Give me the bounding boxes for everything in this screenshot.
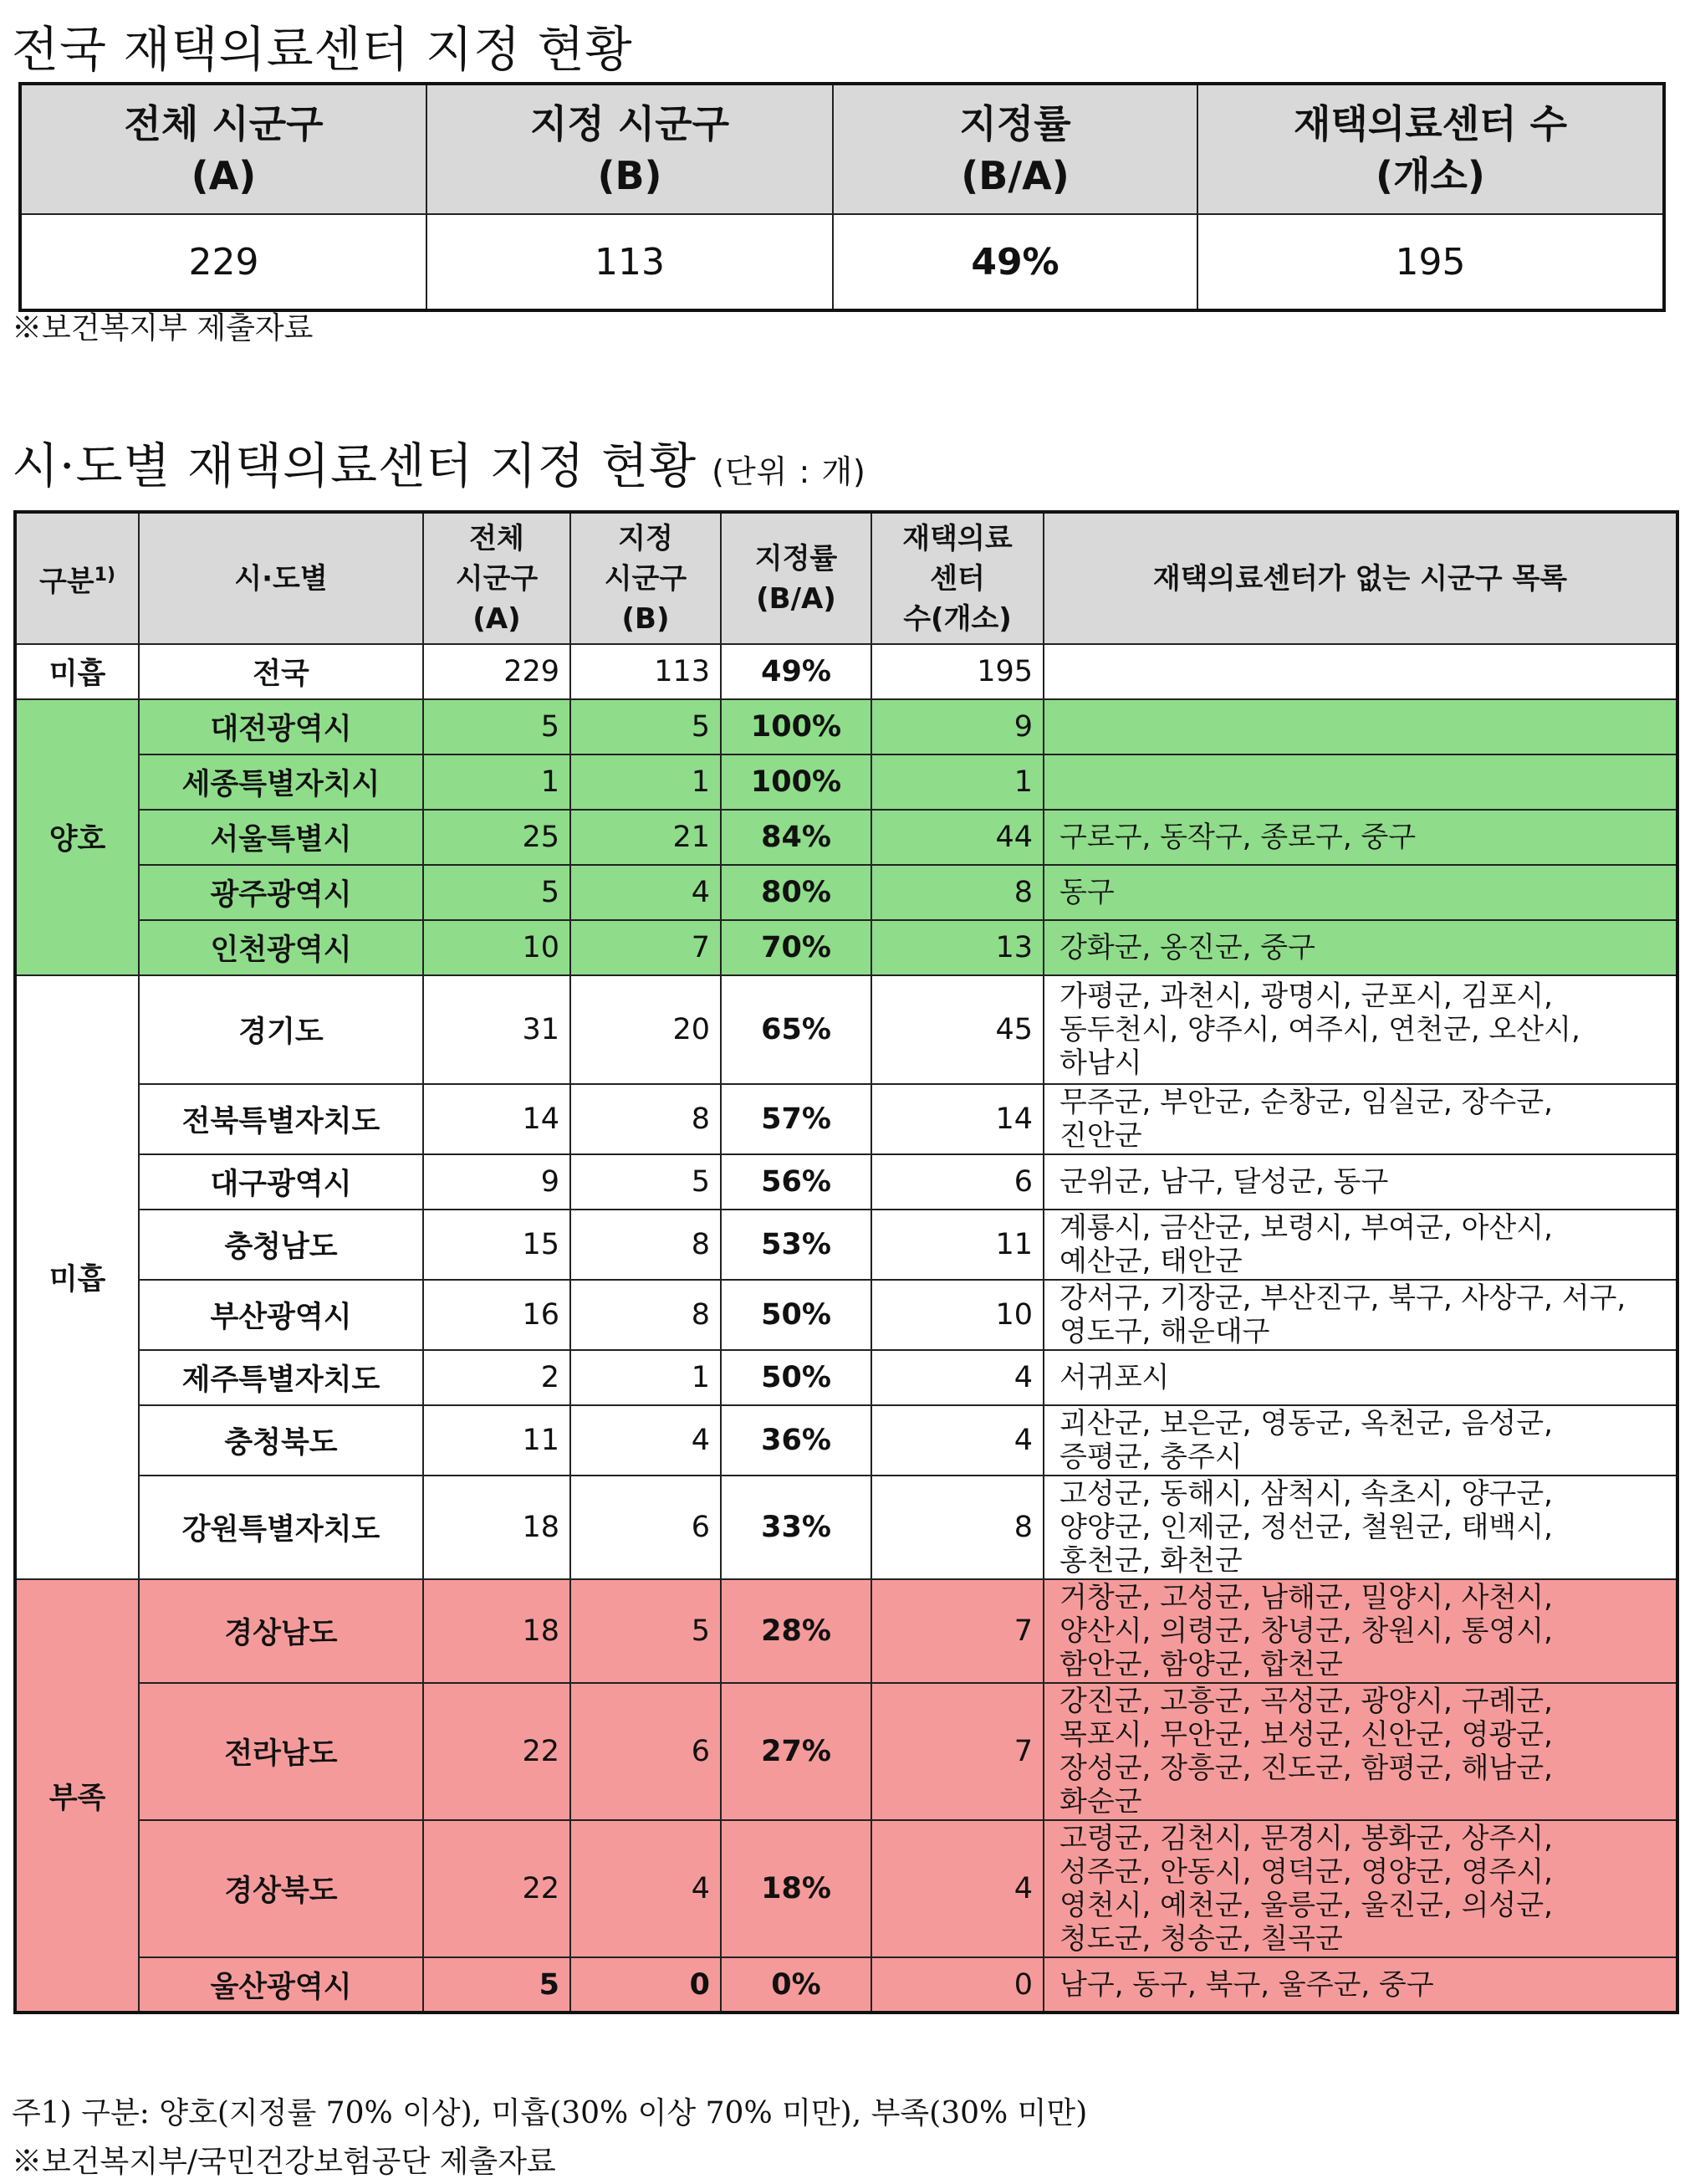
missing-list-line: 남구, 동구, 북구, 울주군, 중구 [1059, 1967, 1434, 2002]
designated-cell: 0 [570, 1957, 721, 2013]
missing-list-line: 하남시 [1059, 1046, 1142, 1080]
rate-cell: 53% [721, 1210, 871, 1280]
missing-list-cell [1044, 1579, 1677, 1683]
missing-list-line: 고성군, 동해시, 삼척시, 속초시, 양구군, [1059, 1477, 1553, 1511]
designated-cell: 8 [570, 1280, 721, 1350]
designated-cell: 7 [570, 920, 721, 975]
rate-cell: 33% [721, 1476, 871, 1579]
centers-cell: 4 [871, 1350, 1044, 1405]
total-cell: 18 [423, 1579, 570, 1683]
table-row [15, 1154, 1677, 1210]
table-row [15, 1084, 1677, 1154]
centers-cell: 9 [871, 699, 1044, 754]
missing-list-line: 양산시, 의령군, 창녕군, 창원시, 통영시, [1059, 1614, 1553, 1648]
missing-list-cell [1044, 1683, 1677, 1820]
table-row [15, 1476, 1677, 1579]
region-cell: 서울특별시 [139, 810, 423, 865]
missing-list-line: 계룡시, 금산군, 보령시, 부여군, 아산시, [1059, 1211, 1553, 1245]
region-cell: 제주특별자치도 [139, 1350, 423, 1405]
centers-cell: 4 [871, 1820, 1044, 1957]
summary-rate-value: 49% [833, 214, 1197, 310]
missing-list-cell [1044, 810, 1677, 865]
header-region: 시·도별 [139, 512, 423, 644]
missing-list-line: 서귀포시 [1059, 1361, 1170, 1394]
missing-list-line: 강화군, 옹진군, 중구 [1059, 931, 1315, 964]
region-cell: 전북특별자치도 [139, 1084, 423, 1154]
centers-cell: 13 [871, 920, 1044, 975]
designated-cell: 4 [570, 1405, 721, 1476]
designated-cell: 8 [570, 1084, 721, 1154]
region-cell: 울산광역시 [139, 1957, 423, 2013]
designated-cell: 21 [570, 810, 721, 865]
missing-list-cell [1044, 1210, 1677, 1280]
category-cell: 미흡 [15, 975, 139, 1579]
rate-cell: 70% [721, 920, 871, 975]
designated-cell: 1 [570, 1350, 721, 1405]
missing-list-cell [1044, 975, 1677, 1084]
rate-cell: 56% [721, 1154, 871, 1210]
detail-table [13, 510, 1679, 2014]
missing-list-line: 장성군, 장흥군, 진도군, 함평군, 해남군, [1059, 1752, 1553, 1785]
missing-list-line: 거창군, 고성군, 남해군, 밀양시, 사천시, [1059, 1581, 1553, 1614]
region-cell: 강원특별자치도 [139, 1476, 423, 1579]
table-row [15, 1350, 1677, 1405]
summary-source: ※보건복지부 제출자료 [12, 311, 314, 345]
centers-cell: 7 [871, 1579, 1044, 1683]
missing-list-cell [1044, 1154, 1677, 1210]
table-row [15, 754, 1677, 810]
category-cell: 부족 [15, 1579, 139, 2013]
missing-list-cell [1044, 1350, 1677, 1405]
rate-cell: 100% [721, 754, 871, 810]
rate-cell: 50% [721, 1350, 871, 1405]
summary-value-row [20, 214, 1664, 310]
region-cell: 경상북도 [139, 1820, 423, 1957]
centers-cell: 1 [871, 754, 1044, 810]
table-row [15, 1820, 1677, 1957]
centers-cell: 8 [871, 865, 1044, 920]
rate-cell: 80% [721, 865, 871, 920]
total-cell: 5 [423, 865, 570, 920]
header-centers: 재택의료 센터 수(개소) [871, 512, 1044, 644]
designated-cell: 4 [570, 1820, 721, 1957]
detail-header-row [15, 512, 1677, 644]
rate-cell: 36% [721, 1405, 871, 1476]
designated-cell: 20 [570, 975, 721, 1084]
missing-list-line: 고령군, 김천시, 문경시, 봉화군, 상주시, [1059, 1822, 1553, 1855]
header-missing: 재택의료센터가 없는 시군구 목록 [1044, 512, 1677, 644]
rate-cell: 84% [721, 810, 871, 865]
table-row [15, 865, 1677, 920]
missing-list-line: 예산군, 태안군 [1059, 1245, 1243, 1278]
missing-list-line: 영천시, 예천군, 울릉군, 울진군, 의성군, [1059, 1889, 1553, 1922]
centers-cell: 6 [871, 1154, 1044, 1210]
national-designated: 113 [570, 644, 721, 699]
footnote: 주1) 구분: 양호(지정률 70% 이상), 미흡(30% 이상 70% 미만), 부족(30% 미만) [12, 2096, 1088, 2130]
missing-list-line: 진안군 [1059, 1119, 1142, 1153]
total-cell: 22 [423, 1820, 570, 1957]
rate-cell: 100% [721, 699, 871, 754]
summary-header-designated: 지정 시군구 (B) [426, 84, 833, 214]
rate-cell: 50% [721, 1280, 871, 1350]
missing-list-cell [1044, 865, 1677, 920]
table-row [15, 920, 1677, 975]
missing-list-cell [1044, 1084, 1677, 1154]
national-total: 229 [423, 644, 570, 699]
designated-cell: 6 [570, 1476, 721, 1579]
table-row [15, 1210, 1677, 1280]
missing-list-line: 성주군, 안동시, 영덕군, 영양군, 영주시, [1059, 1855, 1553, 1889]
missing-list-cell [1044, 1820, 1677, 1957]
header-designated: 지정 시군구 (B) [570, 512, 721, 644]
total-cell: 9 [423, 1154, 570, 1210]
rate-cell: 18% [721, 1820, 871, 1957]
table-row [15, 810, 1677, 865]
missing-list-line: 강서구, 기장군, 부산진구, 북구, 사상구, 서구, [1059, 1281, 1626, 1315]
region-cell: 인천광역시 [139, 920, 423, 975]
summary-header-rate: 지정률 (B/A) [833, 84, 1197, 214]
table-row [15, 1683, 1677, 1820]
table-row [15, 1579, 1677, 1683]
total-cell: 25 [423, 810, 570, 865]
missing-list-line: 구로구, 동작구, 종로구, 중구 [1059, 821, 1417, 854]
missing-list-line: 강진군, 고흥군, 곡성군, 광양시, 구례군, [1059, 1685, 1553, 1718]
designated-cell: 6 [570, 1683, 721, 1820]
region-cell: 경상남도 [139, 1579, 423, 1683]
table-row [15, 975, 1677, 1084]
missing-list-line: 증평군, 충주시 [1059, 1440, 1243, 1474]
centers-cell: 0 [871, 1957, 1044, 2013]
summary-header-row [20, 84, 1664, 214]
designated-cell: 5 [570, 1154, 721, 1210]
region-cell: 대전광역시 [139, 699, 423, 754]
detail-title: 시·도별 재택의료센터 지정 현황 (단위 : 개) [12, 437, 866, 494]
missing-list-line: 청도군, 청송군, 칠곡군 [1059, 1922, 1343, 1956]
missing-list-cell [1044, 920, 1677, 975]
missing-list-line: 무주군, 부안군, 순창군, 임실군, 장수군, [1059, 1086, 1553, 1119]
missing-list-cell [1044, 1405, 1677, 1476]
designated-cell: 8 [570, 1210, 721, 1280]
missing-list-line: 영도구, 해운대구 [1059, 1315, 1270, 1348]
header-category: 구분$^{1)}$ [15, 512, 139, 644]
total-cell: 5 [423, 1957, 570, 2013]
total-cell: 1 [423, 754, 570, 810]
centers-cell: 11 [871, 1210, 1044, 1280]
designated-cell: 4 [570, 865, 721, 920]
summary-total-value: 229 [20, 214, 426, 310]
total-cell: 10 [423, 920, 570, 975]
category-cell: 양호 [15, 699, 139, 975]
centers-cell: 4 [871, 1405, 1044, 1476]
rate-cell: 57% [721, 1084, 871, 1154]
header-total: 전체 시군구 (A) [423, 512, 570, 644]
missing-list-line: 양양군, 인제군, 정선군, 철원군, 태백시, [1059, 1511, 1553, 1544]
total-cell: 31 [423, 975, 570, 1084]
missing-list-cell [1044, 754, 1677, 810]
total-cell: 18 [423, 1476, 570, 1579]
centers-cell: 10 [871, 1280, 1044, 1350]
region-cell: 충청북도 [139, 1405, 423, 1476]
summary-designated-value: 113 [426, 214, 833, 310]
missing-list-cell [1044, 1280, 1677, 1350]
centers-cell: 7 [871, 1683, 1044, 1820]
national-row [15, 644, 1677, 699]
region-cell: 경기도 [139, 975, 423, 1084]
rate-cell: 27% [721, 1683, 871, 1820]
header-rate: 지정률 (B/A) [721, 512, 871, 644]
missing-list-cell [1044, 1476, 1677, 1579]
detail-source: ※보건복지부/국민건강보험공단 제출자료 [12, 2145, 556, 2179]
rate-cell: 28% [721, 1579, 871, 1683]
missing-list-line: 화순군 [1059, 1785, 1142, 1818]
region-cell: 광주광역시 [139, 865, 423, 920]
summary-title: 전국 재택의료센터 지정 현황 [12, 21, 633, 78]
region-cell: 부산광역시 [139, 1280, 423, 1350]
total-cell: 15 [423, 1210, 570, 1280]
missing-list-cell [1044, 699, 1677, 754]
total-cell: 16 [423, 1280, 570, 1350]
missing-list-line: 동두천시, 양주시, 여주시, 연천군, 오산시, [1059, 1013, 1580, 1046]
missing-list-cell [1044, 1957, 1677, 2013]
missing-list-line: 가평군, 과천시, 광명시, 군포시, 김포시, [1059, 979, 1553, 1013]
centers-cell: 14 [871, 1084, 1044, 1154]
missing-list-line: 홍천군, 화천군 [1059, 1544, 1243, 1578]
region-cell: 충청남도 [139, 1210, 423, 1280]
rate-cell: 0% [721, 1957, 871, 2013]
designated-cell: 5 [570, 1579, 721, 1683]
summary-header-centers: 재택의료센터 수 (개소) [1197, 84, 1664, 214]
rate-cell: 65% [721, 975, 871, 1084]
national-missing [1044, 644, 1677, 699]
total-cell: 22 [423, 1683, 570, 1820]
missing-list-line: 목포시, 무안군, 보성군, 신안군, 영광군, [1059, 1718, 1553, 1752]
missing-list-line: 괴산군, 보은군, 영동군, 옥천군, 음성군, [1059, 1407, 1553, 1440]
national-centers: 195 [871, 644, 1044, 699]
missing-list-line: 함안군, 함양군, 합천군 [1059, 1648, 1343, 1681]
total-cell: 5 [423, 699, 570, 754]
designated-cell: 1 [570, 754, 721, 810]
region-cell: 세종특별자치시 [139, 754, 423, 810]
total-cell: 2 [423, 1350, 570, 1405]
region-cell: 대구광역시 [139, 1154, 423, 1210]
summary-table [18, 82, 1666, 312]
table-row [15, 1405, 1677, 1476]
unit-label: (단위 : 개) [712, 453, 866, 490]
missing-list-line: 군위군, 남구, 달성군, 동구 [1059, 1165, 1389, 1199]
centers-cell: 8 [871, 1476, 1044, 1579]
centers-cell: 45 [871, 975, 1044, 1084]
national-region: 전국 [139, 644, 423, 699]
summary-centers-value: 195 [1197, 214, 1664, 310]
region-cell: 전라남도 [139, 1683, 423, 1820]
designated-cell: 5 [570, 699, 721, 754]
table-row [15, 1957, 1677, 2013]
total-cell: 11 [423, 1405, 570, 1476]
missing-list-line: 동구 [1059, 876, 1115, 909]
national-rate: 49% [721, 644, 871, 699]
table-row [15, 699, 1677, 754]
table-row [15, 1280, 1677, 1350]
national-category: 미흡 [15, 644, 139, 699]
total-cell: 14 [423, 1084, 570, 1154]
centers-cell: 44 [871, 810, 1044, 865]
summary-header-total: 전체 시군구 (A) [20, 84, 426, 214]
